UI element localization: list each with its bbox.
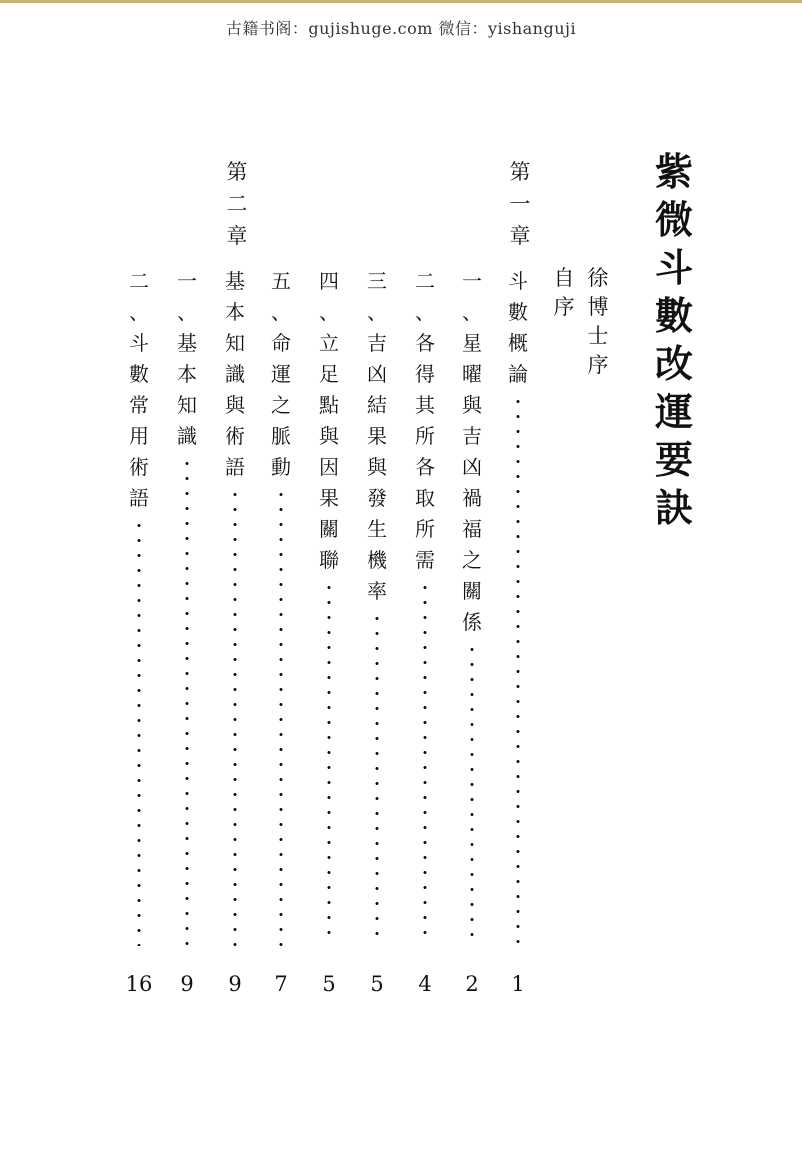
vertical-char: 士 — [587, 324, 609, 348]
vertical-char: 要 — [654, 438, 693, 482]
leader-dots — [185, 456, 189, 946]
toc-entry-1-4[interactable] — [314, 266, 344, 946]
dot-leader — [362, 611, 392, 946]
toc-char: 需 — [415, 548, 435, 572]
toc-char: 數 — [508, 300, 528, 324]
toc-char: 果 — [367, 424, 387, 448]
toc-char: 所 — [415, 424, 435, 448]
toc-char: 動 — [271, 455, 291, 479]
dot-leader — [314, 580, 344, 946]
toc-char: 斗 — [129, 331, 149, 355]
toc-char: 斗 — [508, 269, 528, 293]
toc-char: 各 — [415, 455, 435, 479]
page-number: 7 — [274, 972, 288, 996]
toc-char: 係 — [462, 610, 482, 634]
toc-char: 與 — [367, 455, 387, 479]
toc-char: 用 — [129, 424, 149, 448]
toc-char: 與 — [225, 393, 245, 417]
toc-char: 福 — [462, 517, 482, 541]
toc-char: 知 — [225, 331, 245, 355]
page-number: 9 — [228, 972, 242, 996]
toc-entry-overview[interactable] — [503, 266, 533, 946]
toc-char: 二 — [415, 269, 435, 293]
toc-char: 之 — [271, 393, 291, 417]
leader-dots — [423, 580, 427, 946]
toc-entry-1-5[interactable] — [266, 266, 296, 946]
toc-char: 取 — [415, 486, 435, 510]
toc-char: 命 — [271, 331, 291, 355]
vertical-char: 博 — [587, 295, 609, 319]
vertical-char: 序 — [587, 353, 609, 377]
toc-char: 吉 — [462, 424, 482, 448]
toc-entry-2-1[interactable] — [172, 266, 202, 946]
toc-char: 術 — [225, 424, 245, 448]
book-title — [650, 148, 698, 532]
toc-char: 足 — [319, 362, 339, 386]
toc-char: 五 — [271, 269, 291, 293]
toc-entry-1-1[interactable] — [457, 266, 487, 946]
dot-leader — [220, 487, 250, 946]
toc-entry-1-2[interactable] — [410, 266, 440, 946]
toc-char: 二 — [129, 269, 149, 293]
leader-dots — [327, 580, 331, 946]
toc-char: 因 — [319, 455, 339, 479]
toc-char: 識 — [177, 424, 197, 448]
toc-char: 與 — [462, 393, 482, 417]
vertical-char: 序 — [553, 295, 575, 319]
leader-dots — [279, 487, 283, 946]
toc-entry-label — [503, 266, 533, 390]
toc-char: 星 — [462, 331, 482, 355]
leader-dots — [137, 518, 141, 946]
toc-entry-label — [124, 266, 154, 514]
toc-entry-label — [220, 266, 250, 483]
dot-leader — [410, 580, 440, 946]
toc-char: 語 — [225, 455, 245, 479]
page-number: 2 — [465, 972, 479, 996]
toc-char: 一 — [462, 269, 482, 293]
toc-char: 、 — [462, 300, 482, 324]
toc-entry-label — [266, 266, 296, 483]
toc-char: 關 — [319, 517, 339, 541]
vertical-char: 章 — [509, 224, 531, 248]
page-number: 9 — [180, 972, 194, 996]
toc-char: 數 — [129, 362, 149, 386]
toc-char: 、 — [271, 300, 291, 324]
toc-char: 其 — [415, 393, 435, 417]
toc-char: 發 — [367, 486, 387, 510]
leader-dots — [375, 611, 379, 946]
vertical-char: 紫 — [654, 150, 693, 194]
preface-self[interactable] — [544, 264, 584, 322]
page-number: 4 — [418, 972, 432, 996]
vertical-char: 數 — [654, 294, 693, 338]
page-number: 1 — [511, 972, 525, 996]
top-border-line — [0, 0, 802, 3]
toc-char: 、 — [177, 300, 197, 324]
toc-char: 概 — [508, 331, 528, 355]
toc-char: 識 — [225, 362, 245, 386]
preface-xu[interactable] — [578, 264, 618, 380]
toc-char: 語 — [129, 486, 149, 510]
toc-char: 論 — [508, 362, 528, 386]
vertical-char: 改 — [654, 342, 693, 386]
dot-leader — [172, 456, 202, 946]
toc-char: 關 — [462, 579, 482, 603]
toc-entry-label — [172, 266, 202, 452]
toc-entry-label — [362, 266, 392, 607]
toc-char: 結 — [367, 393, 387, 417]
toc-char: 脈 — [271, 424, 291, 448]
toc-char: 術 — [129, 455, 149, 479]
toc-char: 運 — [271, 362, 291, 386]
dot-leader — [124, 518, 154, 946]
toc-char: 聯 — [319, 548, 339, 572]
toc-char: 基 — [177, 331, 197, 355]
leader-dots — [233, 487, 237, 946]
vertical-char: 徐 — [587, 266, 609, 290]
toc-char: 生 — [367, 517, 387, 541]
toc-char: 四 — [319, 269, 339, 293]
toc-char: 本 — [225, 300, 245, 324]
dot-leader — [266, 487, 296, 946]
toc-entry-basics[interactable] — [220, 266, 250, 946]
toc-char: 吉 — [367, 331, 387, 355]
toc-char: 、 — [415, 300, 435, 324]
page-number: 16 — [125, 972, 153, 996]
toc-char: 果 — [319, 486, 339, 510]
toc-char: 本 — [177, 362, 197, 386]
toc-char: 基 — [225, 269, 245, 293]
toc-char: 率 — [367, 579, 387, 603]
vertical-char: 一 — [509, 192, 531, 216]
toc-char: 點 — [319, 393, 339, 417]
toc-char: 各 — [415, 331, 435, 355]
vertical-char: 第 — [509, 160, 531, 184]
toc-char: 機 — [367, 548, 387, 572]
toc-char: 與 — [319, 424, 339, 448]
toc-char: 、 — [319, 300, 339, 324]
vertical-char: 章 — [226, 224, 248, 248]
toc-entry-label — [457, 266, 487, 638]
toc-char: 凶 — [462, 455, 482, 479]
toc-char: 一 — [177, 269, 197, 293]
vertical-char: 訣 — [654, 486, 693, 530]
vertical-char: 自 — [553, 266, 575, 290]
toc-char: 得 — [415, 362, 435, 386]
toc-char: 曜 — [462, 362, 482, 386]
toc-entry-1-3[interactable] — [362, 266, 392, 946]
leader-dots — [516, 394, 520, 946]
vertical-char: 運 — [654, 390, 693, 434]
page-number: 5 — [322, 972, 336, 996]
dot-leader — [457, 642, 487, 946]
vertical-char: 第 — [226, 160, 248, 184]
toc-entry-label — [314, 266, 344, 576]
vertical-char: 斗 — [654, 246, 693, 290]
toc-char: 凶 — [367, 362, 387, 386]
dot-leader — [503, 394, 533, 946]
chapter-2-heading — [217, 156, 257, 252]
leader-dots — [470, 642, 474, 946]
toc-char: 立 — [319, 331, 339, 355]
toc-entry-2-2[interactable] — [124, 266, 154, 946]
toc-char: 所 — [415, 517, 435, 541]
toc-char: 、 — [367, 300, 387, 324]
toc-char: 之 — [462, 548, 482, 572]
toc-char: 三 — [367, 269, 387, 293]
toc-char: 禍 — [462, 486, 482, 510]
toc-char: 知 — [177, 393, 197, 417]
chapter-1-heading — [500, 156, 540, 252]
page-number: 5 — [370, 972, 384, 996]
vertical-char: 微 — [654, 198, 693, 242]
toc-char: 、 — [129, 300, 149, 324]
watermark-text: 古籍书阁：gujishuge.com 微信：yishanguji — [225, 19, 577, 38]
toc-char: 常 — [129, 393, 149, 417]
toc-entry-label — [410, 266, 440, 576]
vertical-char: 二 — [226, 192, 248, 216]
